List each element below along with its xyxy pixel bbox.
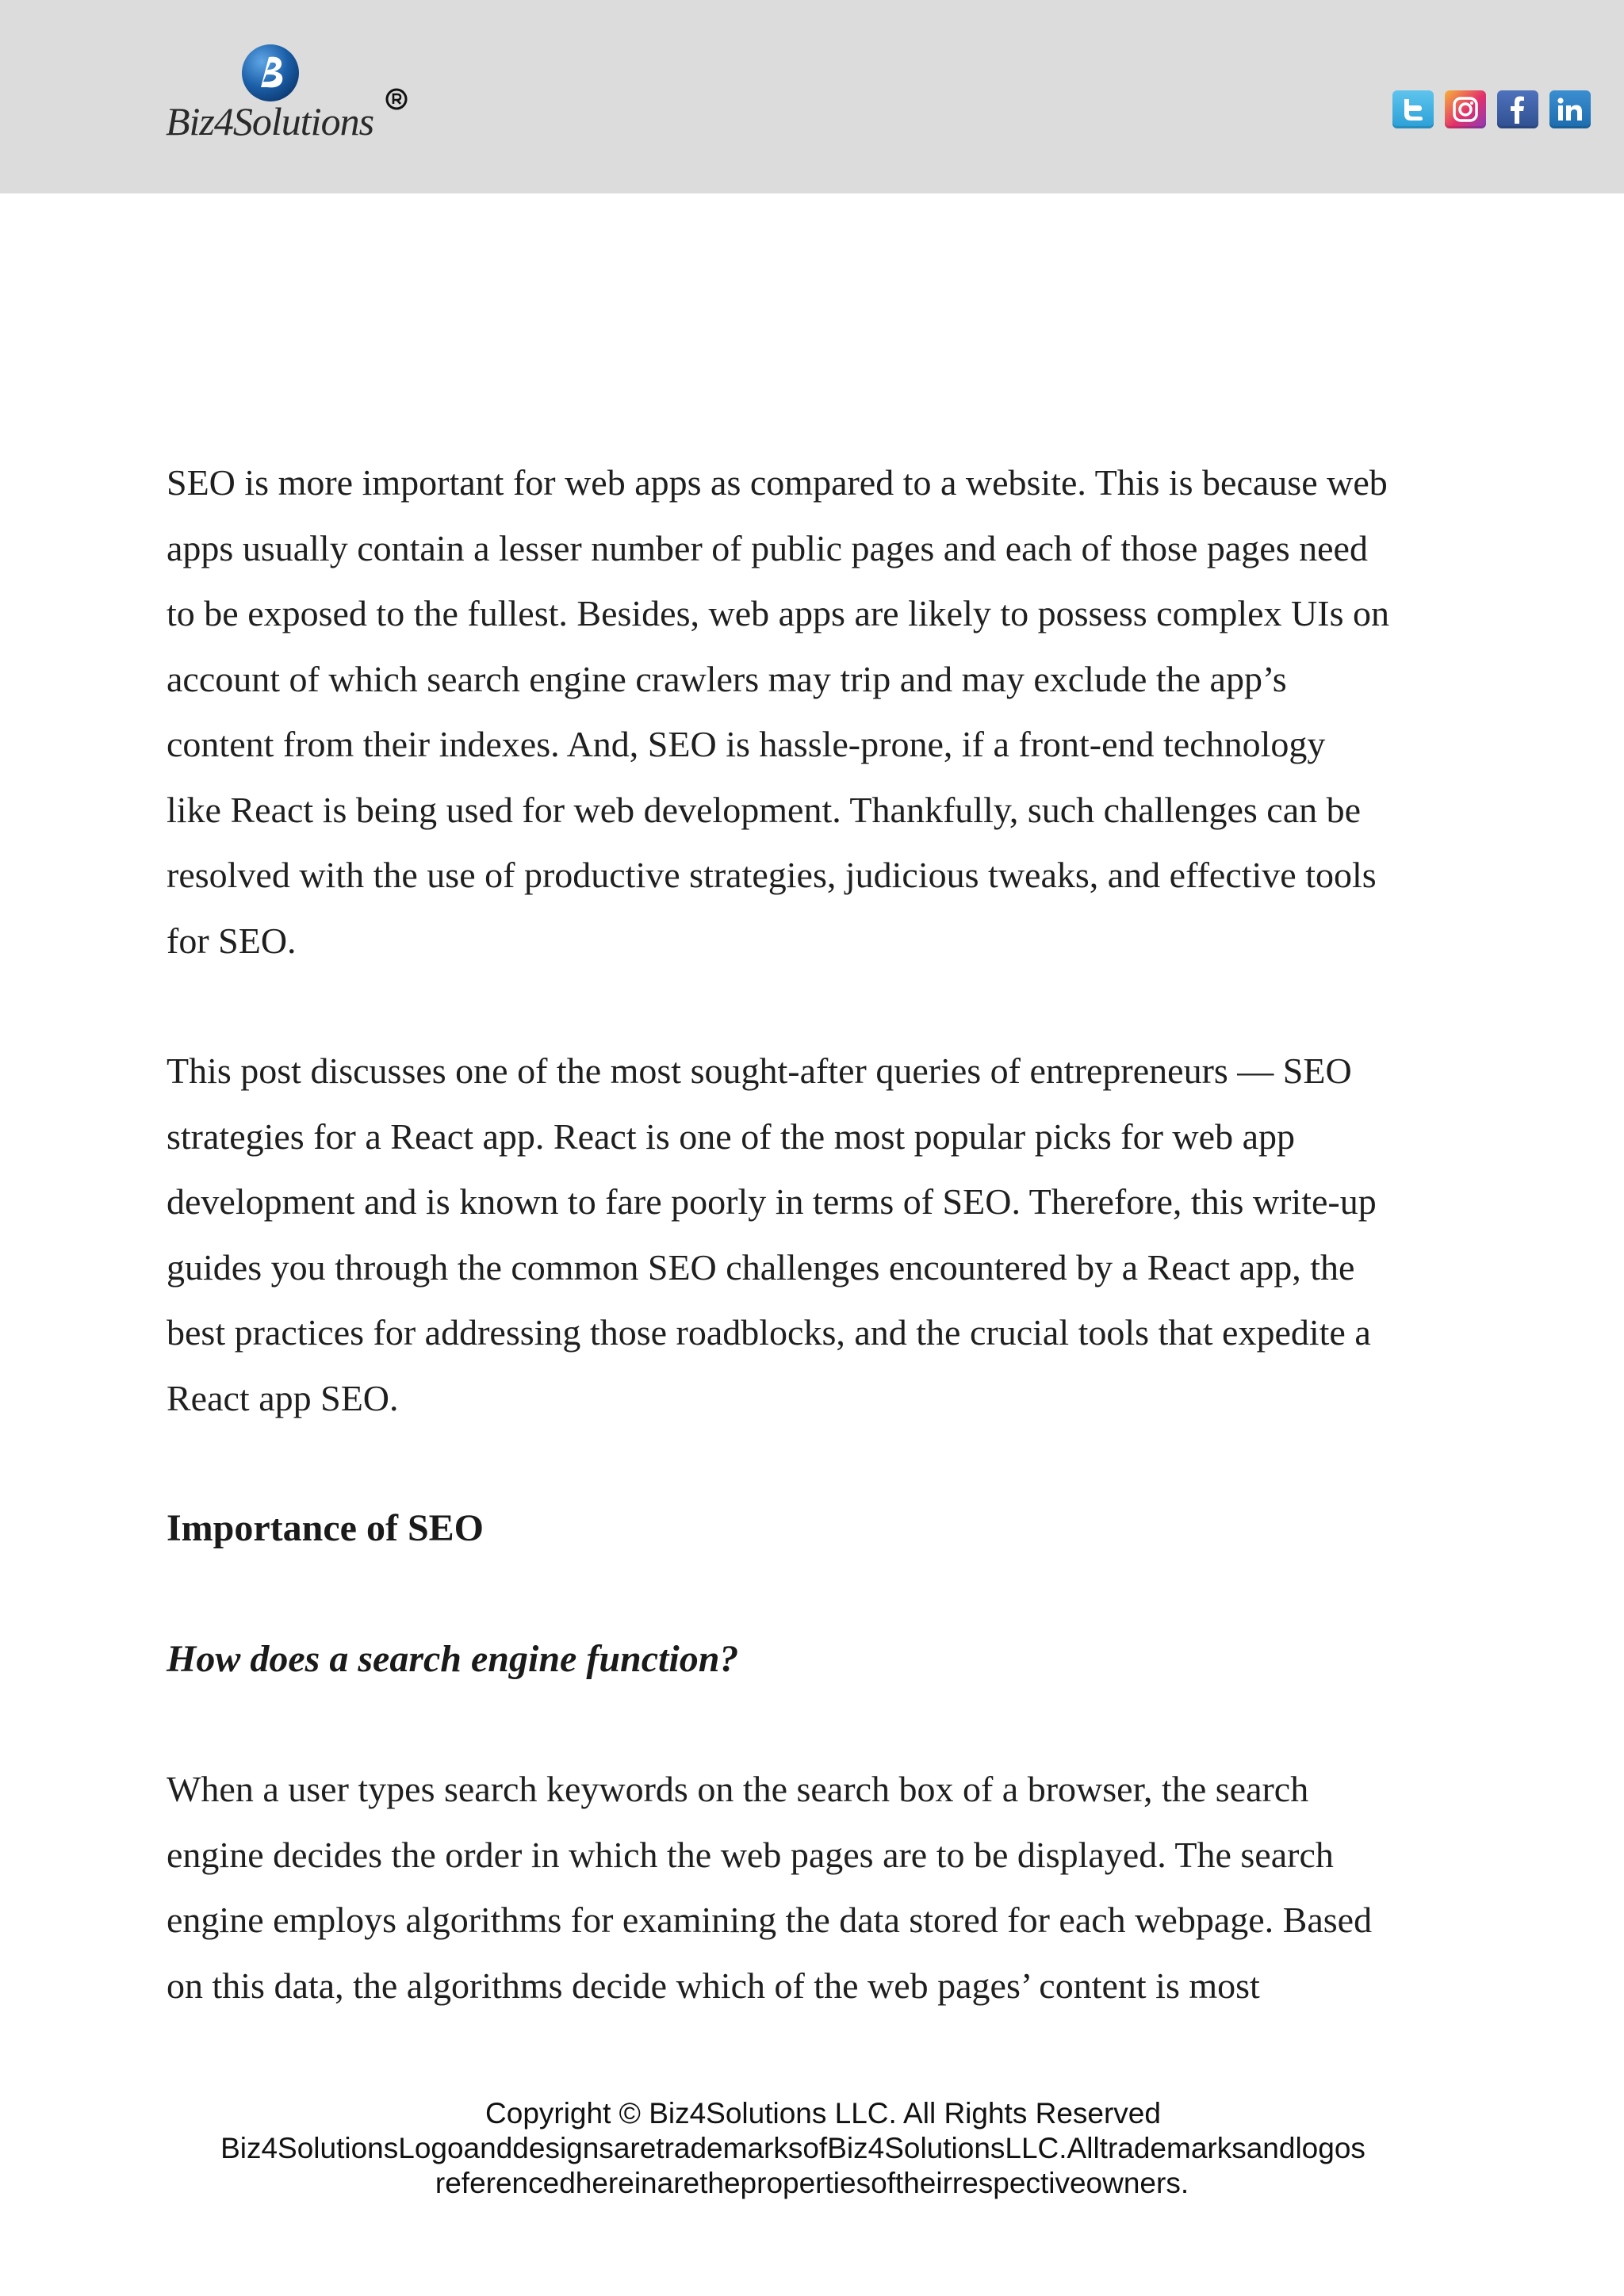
biz4solutions-logo[interactable]: [163, 38, 416, 149]
copyright-text: Copyright © Biz4Solutions LLC. All Rights Reserved: [485, 2097, 1161, 2130]
section-heading: Importance of SEO: [167, 1507, 484, 1549]
twitter-icon[interactable]: [1392, 90, 1434, 128]
article-body: [167, 450, 1562, 2019]
page-footer: [0, 2096, 1624, 2201]
post-summary-paragraph: This post discusses one of the most sought-after queries of entrepreneurs — SEO strategies for a React app. React is one of the most popular picks for web app development and is known to fare poorly in terms of SEO. Therefore, this write-up guides you through the common SEO challenges encountered by a React app, the best practices for addressing those roadblocks, and the crucial tools that expedite a React app SEO.: [167, 1050, 1377, 1418]
linkedin-icon[interactable]: [1549, 90, 1591, 128]
page-header: [0, 0, 1624, 193]
facebook-icon[interactable]: [1497, 90, 1538, 128]
search-engine-paragraph: When a user types search keywords on the search box of a browser, the search engine decides the order in which the web pages are to be displayed. The search engine employs algorithms for examining the data stored for each webpage. Based on this data, the algorithms decide which of the web pages’ content is most: [167, 1769, 1373, 2006]
logo-b-icon: [239, 41, 302, 105]
instagram-icon[interactable]: [1445, 90, 1486, 128]
social-links: [1392, 90, 1591, 128]
logo-wordmark: Biz4Solutions: [166, 99, 374, 144]
trademark-notice-line-2: referencedhereinarethepropertiesoftheirrespectiveowners.: [435, 2167, 1189, 2199]
trademark-notice-line-1: Biz4SolutionsLogoanddesignsaretrademarksofBiz4SolutionsLLC.Alltrademarksandlogos: [220, 2132, 1365, 2164]
registered-mark-icon: [385, 87, 408, 111]
intro-paragraph: SEO is more important for web apps as compared to a website. This is because web apps usually contain a lesser number of public pages and each of those pages need to be exposed to the fullest. Besides, web apps are likely to possess complex UIs on account of which search engine crawlers may trip and may exclude the app’s content from their indexes. And, SEO is hassle-prone, if a front-end technology like React is being used for web development. Thankfully, such challenges can be resolved with the use of productive strategies, judicious tweaks, and effective tools for SEO.: [167, 462, 1389, 961]
section-subheading: How does a search engine function?: [167, 1637, 739, 1680]
